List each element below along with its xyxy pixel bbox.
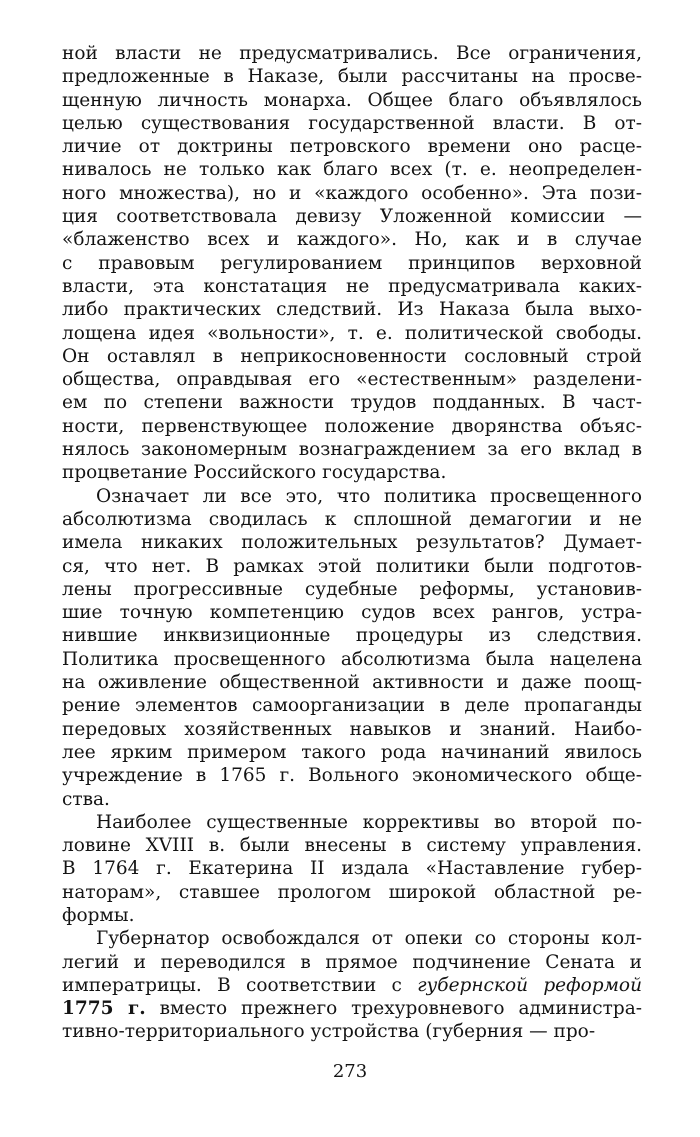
- text-line: учреждение в 1765 г. Вольного экономического обще-: [62, 765, 642, 787]
- text-line: Губернатор освобождался от опеки со стороны кол-: [96, 928, 642, 950]
- text-line: [62, 997, 642, 1020]
- text-line: ного множества), но и «каждого особенно». Эта пози-: [62, 182, 642, 204]
- text-line: власти, эта констатация не предусматривала каких-: [62, 275, 642, 297]
- text-line: нившие инквизиционные процедуры из следствия.: [62, 625, 642, 647]
- text-line: лощена идея «вольности», т. е. политической свободы.: [62, 322, 642, 344]
- text-line: на оживление общественной активности и даже поощ-: [62, 672, 642, 694]
- text-line: Он оставлял в неприкосновенности сословный строй: [62, 345, 642, 367]
- emphasis-bold: 1775 г.: [62, 998, 146, 1020]
- text-line: нялось закономерным вознаграждением за его вклад в: [62, 439, 642, 461]
- text-line: предложенные в Наказе, были рассчитаны на просве-: [62, 66, 642, 88]
- text-line: личие от доктрины петровского времени оно расце-: [62, 136, 642, 158]
- text-line: абсолютизма сводилась к сплошной демагогии и не: [62, 508, 642, 530]
- text-line: ства.: [62, 788, 110, 810]
- text-line: ция соответствовала девизу Уложенной комиссии —: [62, 206, 642, 228]
- text-fragment: вместо прежнего трехуровневого администра-: [159, 998, 642, 1020]
- text-line: ем по степени важности трудов подданных. В част-: [62, 392, 642, 414]
- text-line: рение элементов самоорганизации в деле пропаганды: [62, 695, 642, 717]
- text-line: либо практических следствий. Из Наказа была выхо-: [62, 299, 642, 321]
- text-line: с правовым регулированием принципов верховной: [62, 252, 642, 274]
- text-line: передовых хозяйственных навыков и знаний. Наибо-: [62, 718, 642, 740]
- text-line: легий и переводился в прямое подчинение Сената и: [62, 951, 642, 973]
- text-line: ности, первенствующее положение дворянства объяс-: [62, 415, 642, 437]
- text-line: лее ярким примером такого рода начинаний явилось: [62, 741, 642, 763]
- paragraph-2: [62, 485, 642, 811]
- text-line: «блаженство всех и каждого». Но, как и в случае: [62, 229, 642, 251]
- text-line: ловине XVIII в. были внесены в систему управления.: [62, 835, 642, 857]
- text-line: щенную личность монарха. Общее благо объявлялось: [62, 89, 642, 111]
- text-line: процветание Российского государства.: [62, 462, 447, 484]
- page-text: [62, 42, 642, 1044]
- paragraph-4: [62, 927, 642, 1043]
- text-line: общества, оправдывая его «естественным» разделени-: [62, 369, 642, 391]
- text-line: формы.: [62, 904, 135, 926]
- text-line: имела никаких положительных результатов? Думает-: [62, 532, 642, 554]
- text-line: целью существования государственной власти. В от-: [62, 112, 642, 134]
- text-line: нивалось не только как благо всех (т. е. неопределен-: [62, 159, 642, 181]
- text-line: Означает ли все это, что политика просвещенного: [96, 485, 642, 507]
- text-line: ся, что нет. В рамках этой политики были подготов-: [62, 555, 642, 577]
- paragraph-3: [62, 811, 642, 927]
- text-line: шие точную компетенцию судов всех рангов, устра-: [62, 602, 642, 624]
- text-fragment: императрицы. В соответствии с: [62, 974, 418, 996]
- paragraph-1: [62, 42, 642, 485]
- text-line: Политика просвещенного абсолютизма была нацелена: [62, 648, 642, 670]
- text-line: [62, 974, 642, 997]
- text-line: Наиболее существенные коррективы во второй по-: [96, 811, 642, 833]
- text-line: ной власти не предусматривались. Все ограничения,: [62, 43, 642, 64]
- text-line: лены прогрессивные судебные реформы, установив-: [62, 578, 642, 600]
- text-line: тивно-территориального устройства (губерния — про-: [62, 1021, 596, 1043]
- text-line: В 1764 г. Екатерина II издала «Наставление губер-: [62, 858, 642, 880]
- text-line: наторам», ставшее прологом широкой областной ре-: [62, 881, 642, 903]
- emphasis-italic: губернской реформой: [417, 974, 642, 996]
- page-number: 273: [332, 1061, 368, 1082]
